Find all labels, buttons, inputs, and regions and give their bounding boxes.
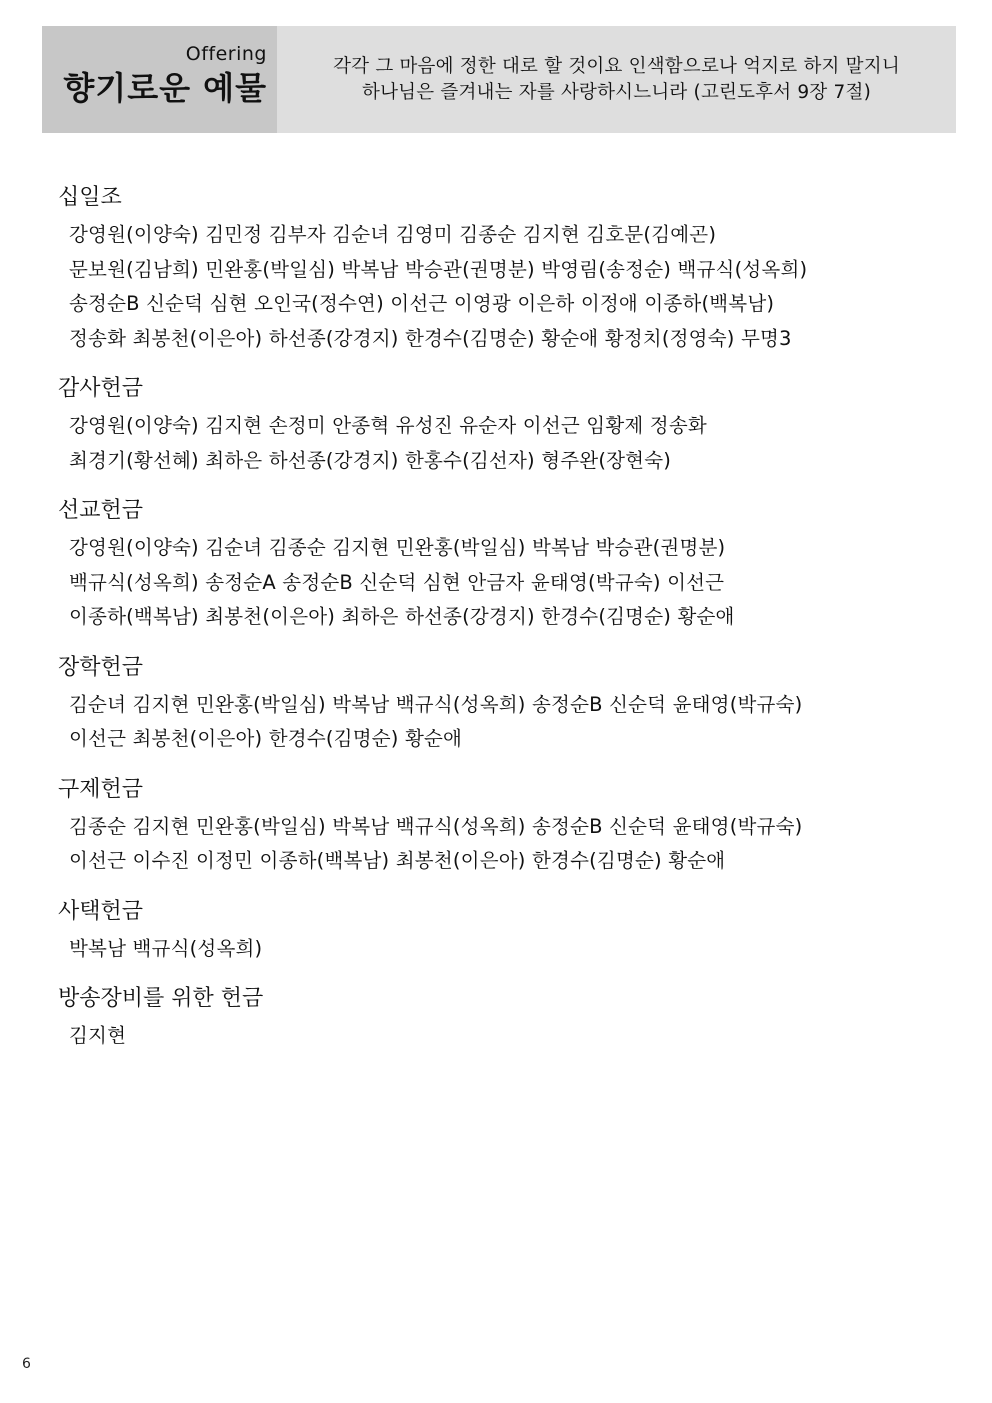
names-line: 이선근 이수진 이정민 이종하(백복남) 최봉천(이은아) 한경수(김명순) 황순애 [69,849,726,872]
header-verse [277,26,956,133]
names-line: 강영원(이양숙) 김순녀 김종순 김지현 민완홍(박일심) 박복남 박승관(권명분) [69,536,726,559]
section-thanksgiving [58,369,938,478]
verse-line: 각각 그 마음에 정한 대로 할 것이요 인색함으로나 억지로 하지 말지니 [333,55,900,77]
header-subtitle: Offering [185,43,267,65]
section-broadcast-equipment [58,979,938,1054]
header-title: 향기로운 예물 [63,69,267,107]
header-title-block [42,26,277,133]
page-number: 6 [22,1356,31,1372]
offering-list [58,178,938,1067]
section-parsonage [58,892,938,967]
names-line: 송정순B 신순덕 심현 오인국(정수연) 이선근 이영광 이은하 이정애 이종하(백복남) [69,292,775,315]
section-title: 사택헌금 [58,898,144,924]
names-line: 김종순 김지현 민완홍(박일심) 박복남 백규식(성옥희) 송정순B 신순덕 윤태영(박규숙) [69,814,803,838]
names-line: 문보원(김남희) 민완홍(박일심) 박복남 박승관(권명분) 박영림(송정순) 백규식(성옥희) [69,257,808,281]
verse-line: 하나님은 즐겨내는 자를 사랑하시느니라 (고린도후서 9장 7절) [362,81,871,103]
section-mission [58,491,938,635]
names-line: 강영원(이양숙) 김민정 김부자 김순녀 김영미 김종순 김지현 김호문(김예곤) [69,223,717,246]
names-line: 이종하(백복남) 최봉천(이은아) 최하은 하선종(강경지) 한경수(김명순) 황순애 [69,605,735,628]
section-relief [58,770,938,879]
offering-header [42,26,956,133]
section-title: 방송장비를 위한 헌금 [58,986,264,1011]
names-line: 김순녀 김지현 민완홍(박일심) 박복남 백규식(성옥희) 송정순B 신순덕 윤태영(박규숙) [69,692,803,716]
names-line: 이선근 최봉천(이은아) 한경수(김명순) 황순애 [69,727,463,750]
names-line: 정송화 최봉천(이은아) 하선종(강경지) 한경수(김명순) 황순애 황정치(정영숙) 무명3 [69,326,792,350]
names-line: 백규식(성옥희) 송정순A 송정순B 신순덕 심현 안금자 윤태영(박규숙) 이선근 [69,570,725,594]
section-tithe [58,178,938,356]
names-line: 최경기(황선혜) 최하은 하선종(강경지) 한홍수(김선자) 형주완(장현숙) [69,448,672,472]
section-scholarship [58,648,938,757]
names-line: 강영원(이양숙) 김지현 손정미 안종혁 유성진 유순자 이선근 임황제 정송화 [69,414,707,437]
names-line: 박복남 백규식(성옥희) [69,936,263,960]
section-title: 구제헌금 [58,776,144,802]
section-title: 감사헌금 [58,376,144,401]
section-title: 장학헌금 [58,654,144,680]
section-title: 십일조 [58,185,122,210]
section-title: 선교헌금 [58,498,144,523]
names-line: 김지현 [69,1024,127,1047]
